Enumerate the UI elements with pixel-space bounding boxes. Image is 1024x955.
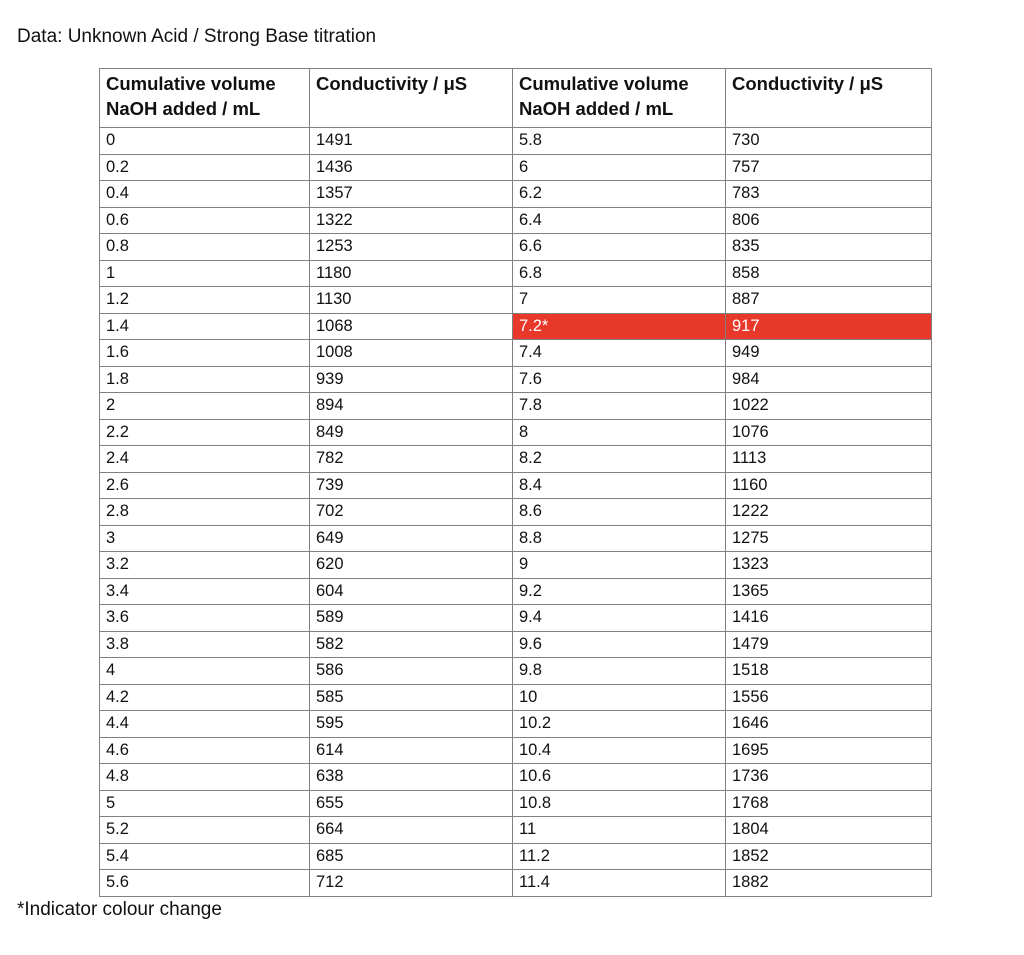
table-row — [100, 499, 932, 526]
conductivity-cell: 620 — [310, 552, 513, 579]
volume-cell: 5.8 — [513, 128, 726, 155]
volume-cell: 1.4 — [100, 313, 310, 340]
volume-cell: 8.2 — [513, 446, 726, 473]
conductivity-cell: 702 — [310, 499, 513, 526]
footnote: *Indicator colour change — [17, 899, 222, 920]
conductivity-cell: 939 — [310, 366, 513, 393]
conductivity-cell: 835 — [726, 234, 932, 261]
volume-cell: 11.2 — [513, 843, 726, 870]
volume-cell: 6.4 — [513, 207, 726, 234]
volume-cell: 10.4 — [513, 737, 726, 764]
conductivity-cell: 1882 — [726, 870, 932, 897]
table-row — [100, 764, 932, 791]
conductivity-cell: 894 — [310, 393, 513, 420]
conductivity-cell: 664 — [310, 817, 513, 844]
table-row — [100, 684, 932, 711]
conductivity-cell: 1222 — [726, 499, 932, 526]
table-row — [100, 366, 932, 393]
header-volume-2-line-2: NaOH added / mL — [519, 98, 674, 119]
conductivity-cell: 1160 — [726, 472, 932, 499]
table-row — [100, 658, 932, 685]
volume-cell: 9 — [513, 552, 726, 579]
table-row — [100, 711, 932, 738]
table-row — [100, 154, 932, 181]
conductivity-cell: 1357 — [310, 181, 513, 208]
volume-cell: 10 — [513, 684, 726, 711]
volume-cell: 3.2 — [100, 552, 310, 579]
volume-cell: 4.2 — [100, 684, 310, 711]
conductivity-cell: 1695 — [726, 737, 932, 764]
header-volume-2-line-1: Cumulative volume — [519, 73, 689, 94]
table-row — [100, 181, 932, 208]
volume-cell: 1 — [100, 260, 310, 287]
table-row — [100, 419, 932, 446]
header-conductivity-2 — [726, 69, 932, 128]
table-row — [100, 817, 932, 844]
table-row — [100, 552, 932, 579]
header-conductivity-1 — [310, 69, 513, 128]
conductivity-cell: 1768 — [726, 790, 932, 817]
table-row — [100, 128, 932, 155]
volume-cell: 9.2 — [513, 578, 726, 605]
volume-cell: 2.2 — [100, 419, 310, 446]
table-header-row — [100, 69, 932, 128]
conductivity-cell: 1275 — [726, 525, 932, 552]
volume-cell: 5.6 — [100, 870, 310, 897]
volume-cell: 11 — [513, 817, 726, 844]
conductivity-cell: 1130 — [310, 287, 513, 314]
table-body — [100, 128, 932, 897]
volume-cell: 9.8 — [513, 658, 726, 685]
conductivity-cell: 655 — [310, 790, 513, 817]
conductivity-cell: 595 — [310, 711, 513, 738]
volume-cell: 6 — [513, 154, 726, 181]
conductivity-cell: 1008 — [310, 340, 513, 367]
conductivity-cell: 757 — [726, 154, 932, 181]
conductivity-cell: 783 — [726, 181, 932, 208]
conductivity-cell: 604 — [310, 578, 513, 605]
conductivity-cell: 1323 — [726, 552, 932, 579]
conductivity-cell: 1022 — [726, 393, 932, 420]
volume-cell: 3.6 — [100, 605, 310, 632]
volume-cell: 5.4 — [100, 843, 310, 870]
conductivity-cell: 730 — [726, 128, 932, 155]
volume-cell: 0.8 — [100, 234, 310, 261]
volume-cell: 8 — [513, 419, 726, 446]
highlighted-volume-cell: 7.2* — [513, 313, 726, 340]
conductivity-cell: 1852 — [726, 843, 932, 870]
table-row — [100, 446, 932, 473]
header-volume-2 — [513, 69, 726, 128]
table-row — [100, 313, 932, 340]
table-row — [100, 472, 932, 499]
conductivity-cell: 739 — [310, 472, 513, 499]
conductivity-cell: 1736 — [726, 764, 932, 791]
conductivity-cell: 582 — [310, 631, 513, 658]
volume-cell: 4 — [100, 658, 310, 685]
conductivity-cell: 984 — [726, 366, 932, 393]
page-title: Data: Unknown Acid / Strong Base titration — [17, 26, 377, 47]
conductivity-cell: 1322 — [310, 207, 513, 234]
table-row — [100, 631, 932, 658]
conductivity-cell: 949 — [726, 340, 932, 367]
conductivity-cell: 585 — [310, 684, 513, 711]
conductivity-cell: 1365 — [726, 578, 932, 605]
conductivity-cell: 1113 — [726, 446, 932, 473]
header-volume-1 — [100, 69, 310, 128]
conductivity-cell: 1518 — [726, 658, 932, 685]
conductivity-cell: 614 — [310, 737, 513, 764]
table-row — [100, 234, 932, 261]
volume-cell: 10.6 — [513, 764, 726, 791]
volume-cell: 7 — [513, 287, 726, 314]
conductivity-cell: 849 — [310, 419, 513, 446]
volume-cell: 1.8 — [100, 366, 310, 393]
table-row — [100, 843, 932, 870]
conductivity-cell: 649 — [310, 525, 513, 552]
volume-cell: 5 — [100, 790, 310, 817]
volume-cell: 6.8 — [513, 260, 726, 287]
volume-cell: 0.4 — [100, 181, 310, 208]
volume-cell: 1.6 — [100, 340, 310, 367]
volume-cell: 4.8 — [100, 764, 310, 791]
conductivity-cell: 1646 — [726, 711, 932, 738]
volume-cell: 7.4 — [513, 340, 726, 367]
volume-cell: 3 — [100, 525, 310, 552]
conductivity-cell: 806 — [726, 207, 932, 234]
volume-cell: 2.6 — [100, 472, 310, 499]
conductivity-cell: 1253 — [310, 234, 513, 261]
table-row — [100, 525, 932, 552]
volume-cell: 2.8 — [100, 499, 310, 526]
table-row — [100, 870, 932, 897]
volume-cell: 1.2 — [100, 287, 310, 314]
volume-cell: 4.4 — [100, 711, 310, 738]
conductivity-cell: 858 — [726, 260, 932, 287]
table-row — [100, 578, 932, 605]
volume-cell: 3.8 — [100, 631, 310, 658]
volume-cell: 0 — [100, 128, 310, 155]
volume-cell: 6.2 — [513, 181, 726, 208]
volume-cell: 8.8 — [513, 525, 726, 552]
conductivity-cell: 782 — [310, 446, 513, 473]
volume-cell: 8.4 — [513, 472, 726, 499]
volume-cell: 0.6 — [100, 207, 310, 234]
volume-cell: 3.4 — [100, 578, 310, 605]
header-volume-1-line-2: NaOH added / mL — [106, 98, 261, 119]
table-row — [100, 393, 932, 420]
conductivity-cell: 1491 — [310, 128, 513, 155]
conductivity-cell: 1076 — [726, 419, 932, 446]
volume-cell: 6.6 — [513, 234, 726, 261]
conductivity-cell: 1068 — [310, 313, 513, 340]
volume-cell: 10.8 — [513, 790, 726, 817]
volume-cell: 7.6 — [513, 366, 726, 393]
volume-cell: 10.2 — [513, 711, 726, 738]
conductivity-cell: 1436 — [310, 154, 513, 181]
titration-data-table — [99, 68, 932, 897]
conductivity-cell: 638 — [310, 764, 513, 791]
volume-cell: 11.4 — [513, 870, 726, 897]
table-row — [100, 340, 932, 367]
volume-cell: 0.2 — [100, 154, 310, 181]
conductivity-cell: 586 — [310, 658, 513, 685]
volume-cell: 9.4 — [513, 605, 726, 632]
conductivity-cell: 712 — [310, 870, 513, 897]
table-row — [100, 605, 932, 632]
header-volume-1-line-1: Cumulative volume — [106, 73, 276, 94]
volume-cell: 7.8 — [513, 393, 726, 420]
volume-cell: 5.2 — [100, 817, 310, 844]
conductivity-cell: 685 — [310, 843, 513, 870]
table-row — [100, 260, 932, 287]
conductivity-cell: 1479 — [726, 631, 932, 658]
highlighted-conductivity-cell: 917 — [726, 313, 932, 340]
table-row — [100, 207, 932, 234]
header-conductivity-2-line-1: Conductivity / μS — [732, 73, 884, 94]
conductivity-cell: 887 — [726, 287, 932, 314]
volume-cell: 8.6 — [513, 499, 726, 526]
table-row — [100, 287, 932, 314]
volume-cell: 2 — [100, 393, 310, 420]
table-row — [100, 790, 932, 817]
conductivity-cell: 1556 — [726, 684, 932, 711]
conductivity-cell: 1804 — [726, 817, 932, 844]
conductivity-cell: 1180 — [310, 260, 513, 287]
conductivity-cell: 589 — [310, 605, 513, 632]
volume-cell: 2.4 — [100, 446, 310, 473]
conductivity-cell: 1416 — [726, 605, 932, 632]
header-conductivity-1-line-1: Conductivity / μS — [316, 73, 468, 94]
table-row — [100, 737, 932, 764]
volume-cell: 4.6 — [100, 737, 310, 764]
volume-cell: 9.6 — [513, 631, 726, 658]
